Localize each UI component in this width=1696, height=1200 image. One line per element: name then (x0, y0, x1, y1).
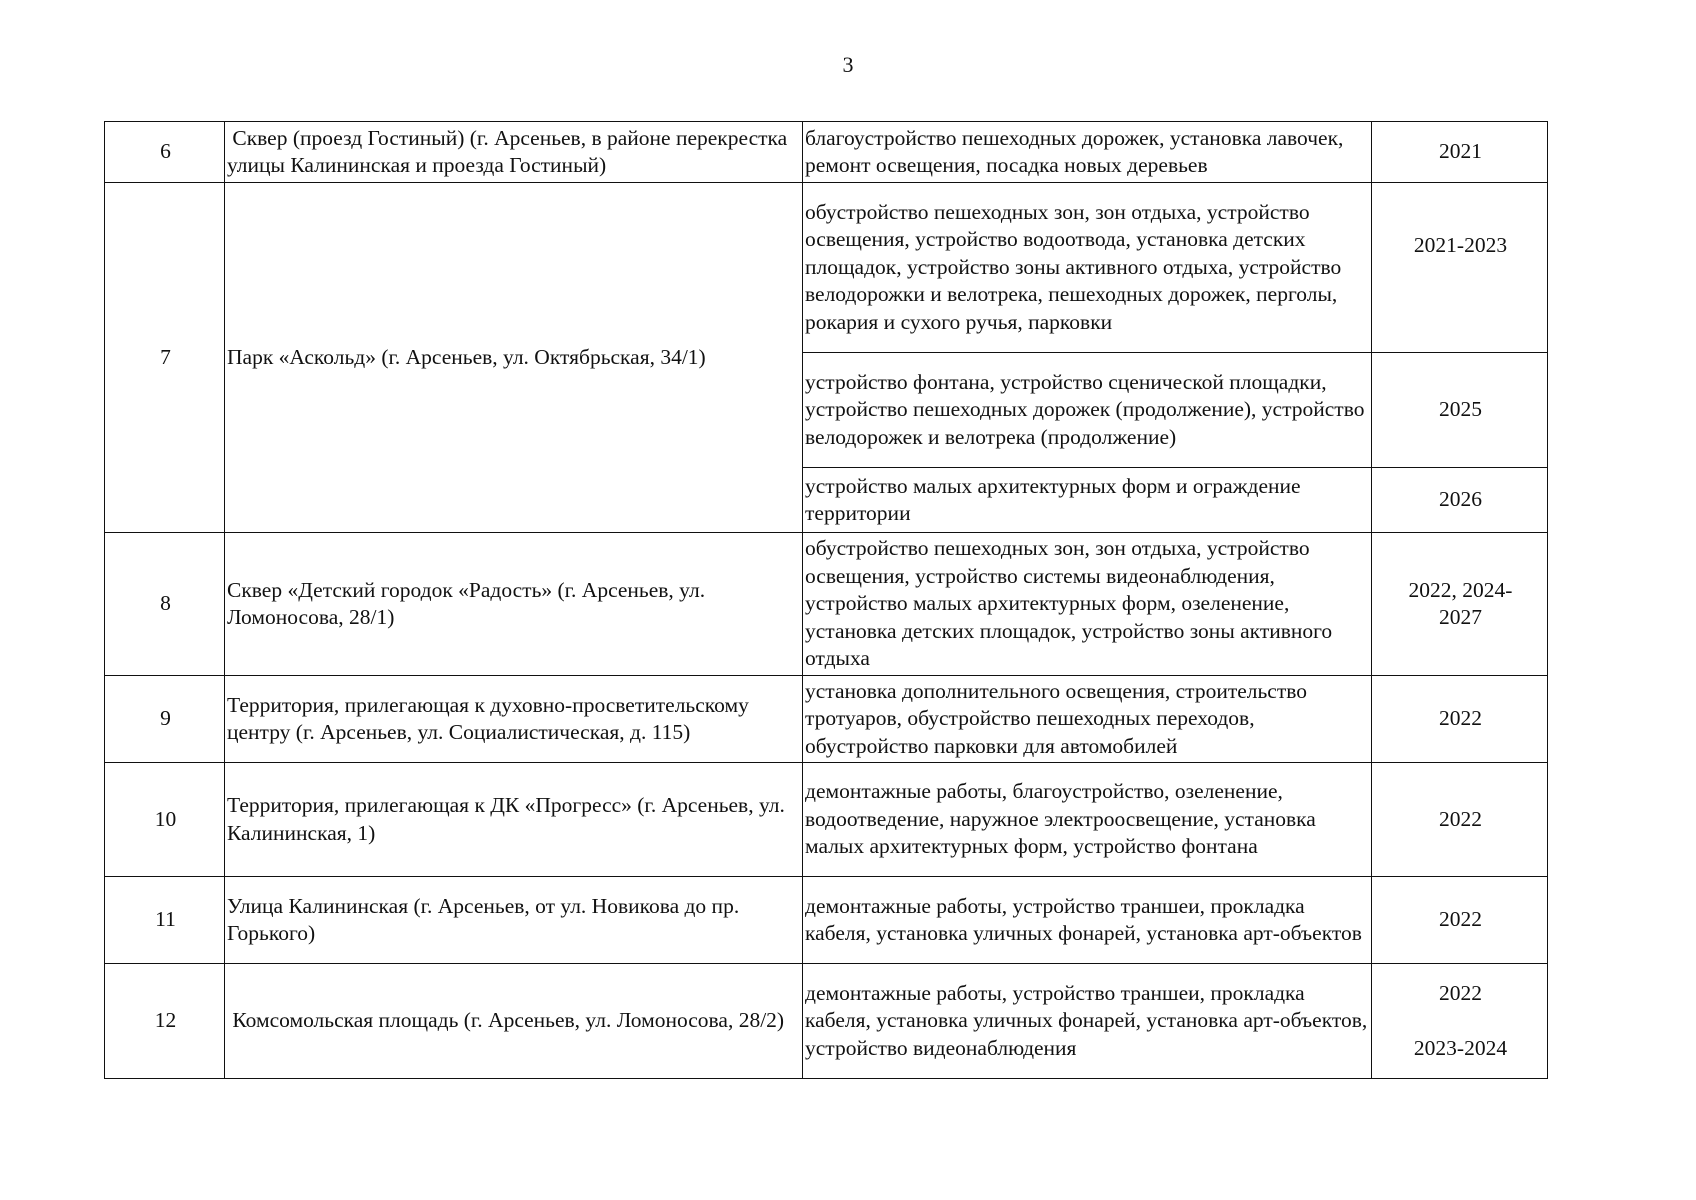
years-cell (1372, 763, 1548, 877)
object-name: Комсомольская площадь (г. Арсеньев, ул. Ломоносова, 28/2) (225, 964, 803, 1079)
works-description: демонтажные работы, благоустройство, озеленение, водоотведение, наружное электроосвещение, установка малых архитектурных форм, устройство фонтана (803, 763, 1372, 877)
row-number: 9 (105, 676, 225, 763)
table-row (105, 676, 1548, 763)
years-cell (1372, 676, 1548, 763)
year-value: 2025 (1439, 397, 1482, 422)
year-value: 2021 (1439, 139, 1482, 164)
row-number: 10 (105, 763, 225, 877)
object-name: Сквер «Детский городок «Радость» (г. Арсеньев, ул. Ломоносова, 28/1) (225, 533, 803, 676)
year-value: 2027 (1439, 605, 1482, 629)
year-value: 2026 (1439, 487, 1482, 512)
row-number: 6 (105, 122, 225, 183)
table-row (105, 533, 1548, 676)
year-value: 2022 (1439, 980, 1482, 1005)
table-row (105, 877, 1548, 964)
year-value: 2022 (1439, 806, 1482, 831)
row-number: 12 (105, 964, 225, 1079)
improvement-table (104, 121, 1548, 1079)
year-value: 2023-2024 (1413, 1036, 1508, 1060)
year-value: 2021-2023 (1413, 232, 1508, 257)
year-value: 2022, 2024- (1408, 577, 1513, 602)
year-value: 2022 (1439, 907, 1482, 932)
works-description: демонтажные работы, устройство траншеи, прокладка кабеля, установка уличных фонарей, установка арт-объектов (803, 877, 1372, 964)
works-description: благоустройство пешеходных дорожек, установка лавочек, ремонт освещения, посадка новых деревьев (803, 122, 1372, 183)
years-cell (1372, 183, 1548, 353)
year-value: 2022 (1439, 706, 1482, 731)
works-description: установка дополнительного освещения, строительство тротуаров, обустройство пешеходных переходов, обустройство парковки для автомобилей (803, 676, 1372, 763)
row-number: 7 (105, 183, 225, 533)
years-cell (1372, 964, 1548, 1079)
table-row (105, 964, 1548, 1079)
page-number: 3 (842, 52, 854, 77)
years-cell (1372, 533, 1548, 676)
works-description: обустройство пешеходных зон, зон отдыха, устройство освещения, устройство водоотвода, установка детских площадок, устройство зоны активного отдыха, устройство велодорожки и велотрека, пешеходных дорожек, перголы, рокария и сухого ручья, парковки (803, 183, 1372, 353)
years-cell (1372, 468, 1548, 533)
object-name: Сквер (проезд Гостиный) (г. Арсеньев, в районе перекрестка улицы Калининская и проезда Гостиный) (225, 122, 803, 183)
row-number: 11 (105, 877, 225, 964)
year-spacer (1374, 1007, 1547, 1035)
table-row (105, 122, 1548, 183)
object-name: Парк «Аскольд» (г. Арсеньев, ул. Октябрьская, 34/1) (225, 183, 803, 533)
object-name: Улица Калининская (г. Арсеньев, от ул. Новикова до пр. Горького) (225, 877, 803, 964)
table-row (105, 763, 1548, 877)
years-cell (1372, 353, 1548, 468)
works-description: демонтажные работы, устройство траншеи, прокладка кабеля, установка уличных фонарей, установка арт-объектов, устройство видеонаблюдения (803, 964, 1372, 1079)
object-name: Территория, прилегающая к духовно-просветительскому центру (г. Арсеньев, ул. Социалистическая, д. 115) (225, 676, 803, 763)
works-description: обустройство пешеходных зон, зон отдыха, устройство освещения, устройство системы видеонаблюдения, устройство малых архитектурных форм, озеленение, установка детских площадок, устройство зоны активного отдыха (803, 533, 1372, 676)
works-description: устройство фонтана, устройство сценической площадки, устройство пешеходных дорожек (продолжение), устройство велодорожек и велотрека (продолжение) (803, 353, 1372, 468)
object-name: Территория, прилегающая к ДК «Прогресс» (г. Арсеньев, ул. Калининская, 1) (225, 763, 803, 877)
table-row (105, 183, 1548, 353)
works-description: устройство малых архитектурных форм и ограждение территории (803, 468, 1372, 533)
row-number: 8 (105, 533, 225, 676)
years-cell (1372, 122, 1548, 183)
years-cell (1372, 877, 1548, 964)
